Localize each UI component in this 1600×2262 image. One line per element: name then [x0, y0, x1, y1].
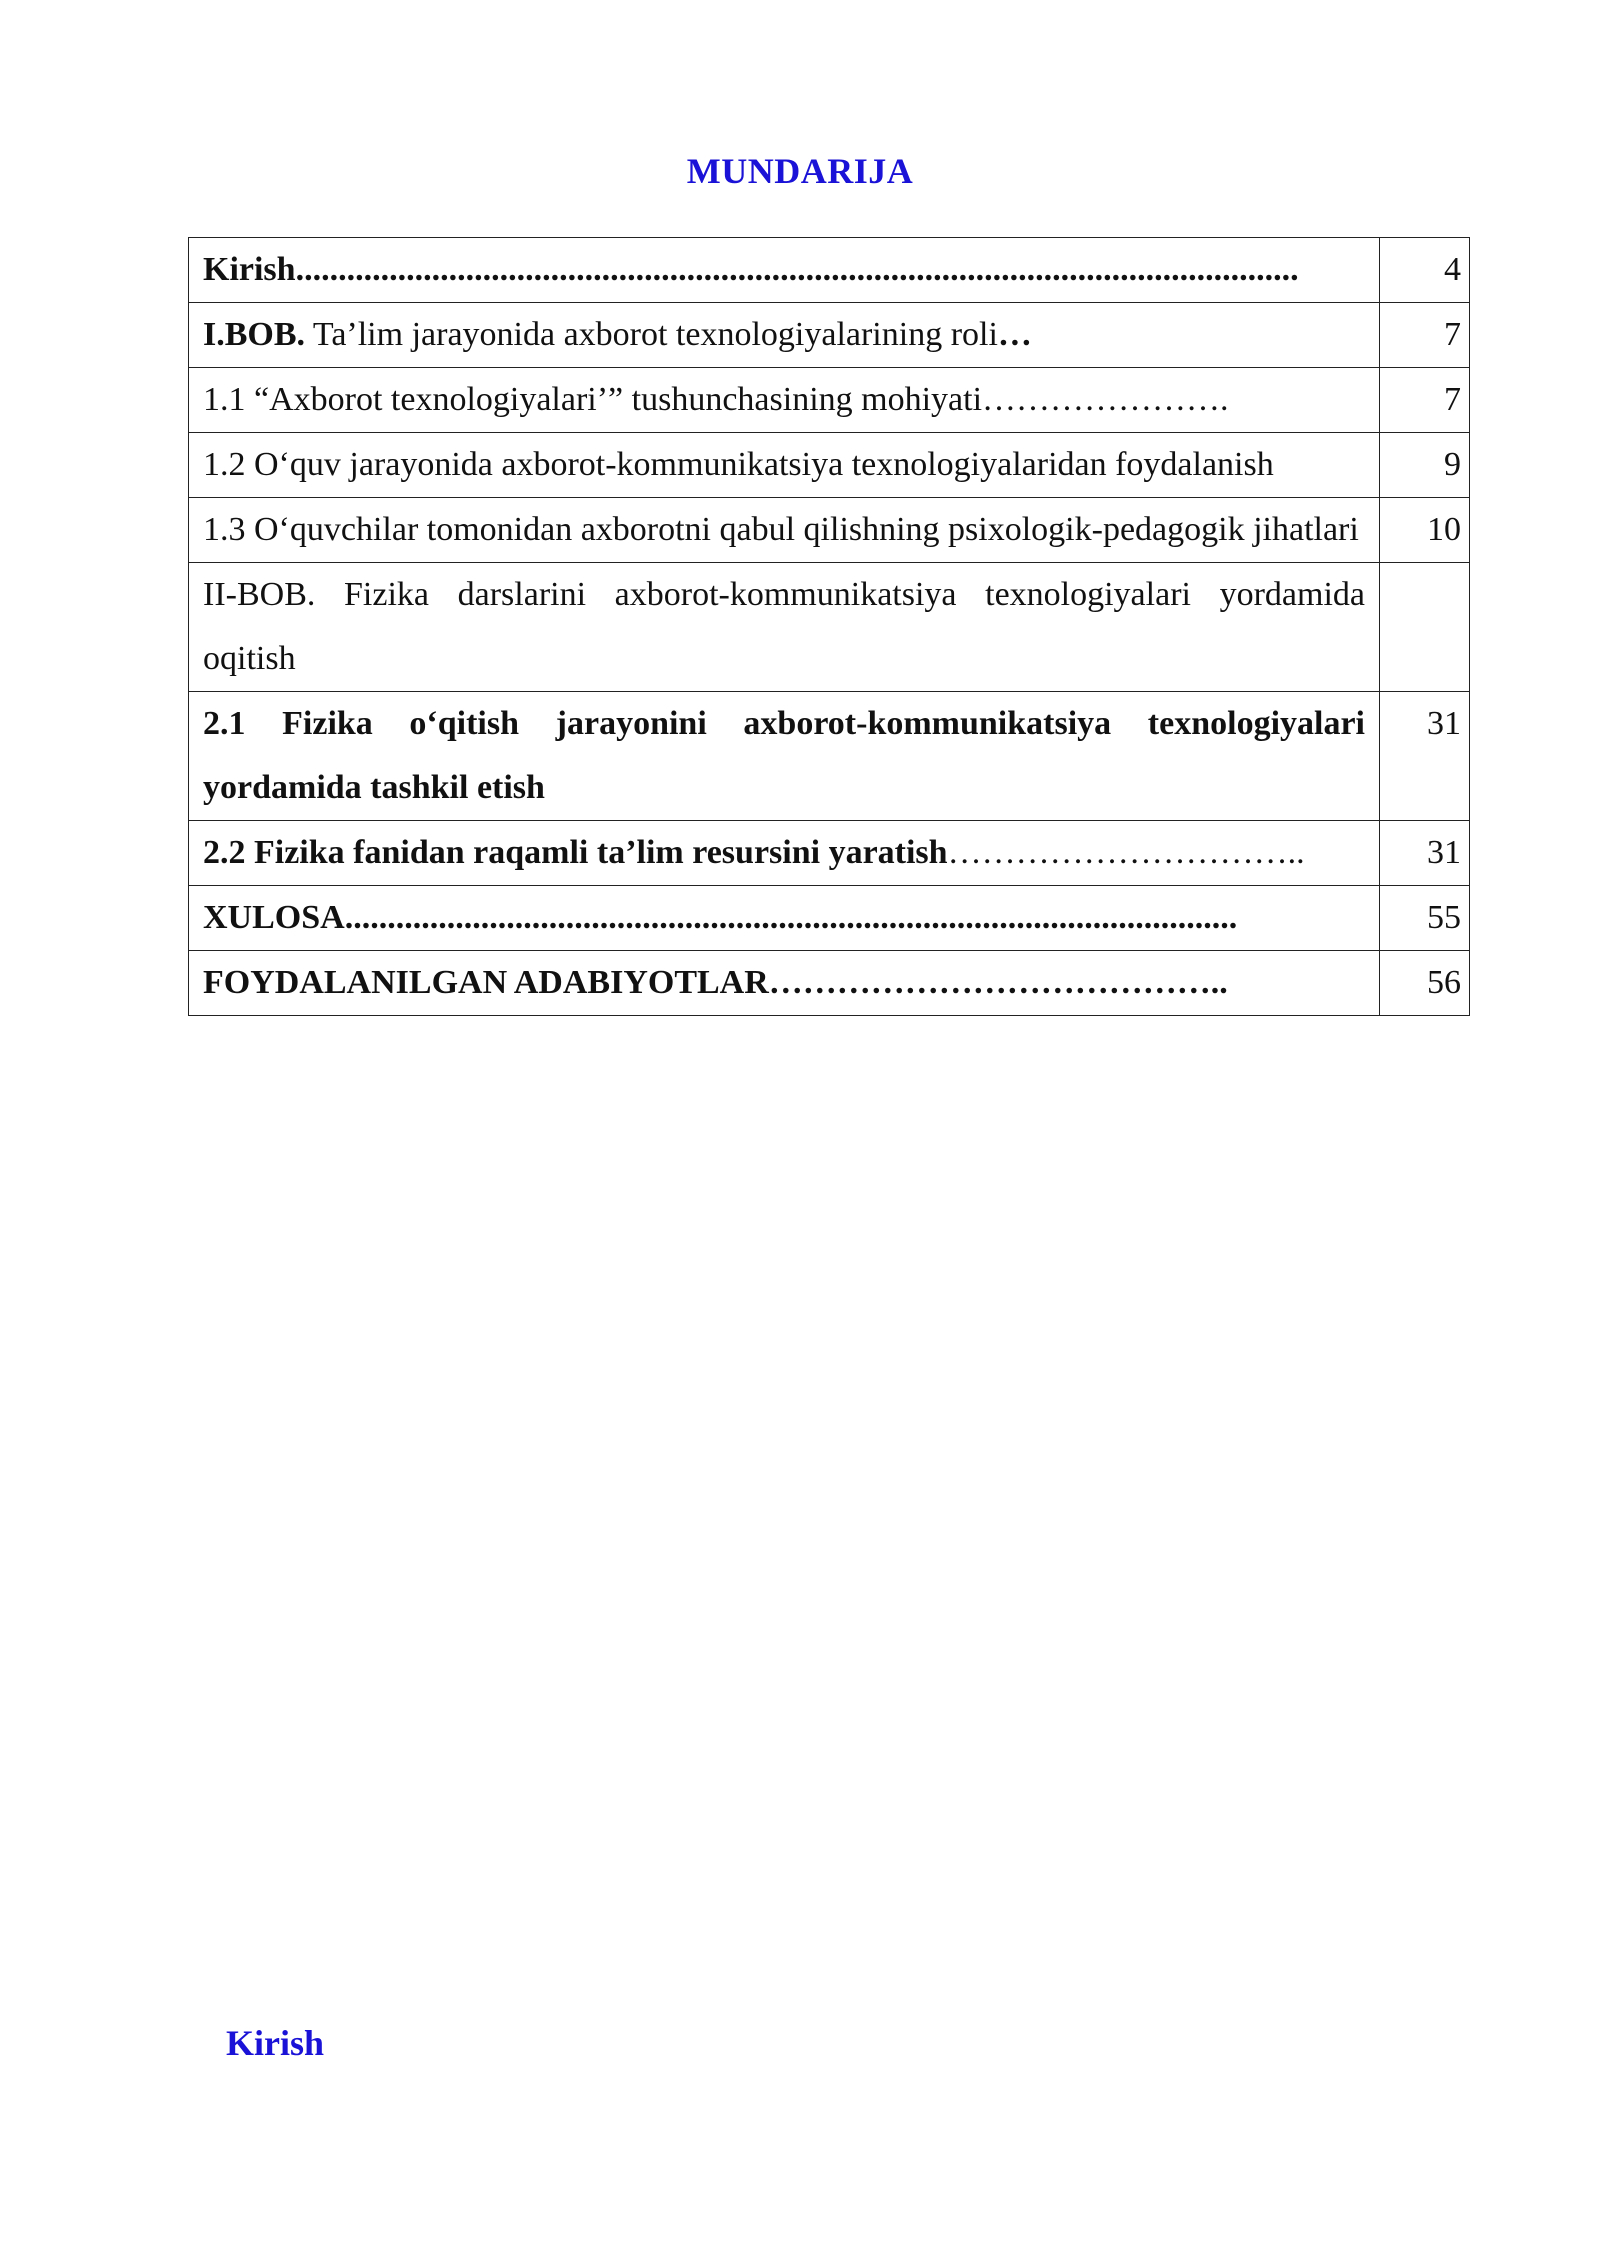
section-heading: Kirish: [226, 2023, 325, 2063]
toc-entry-title: [189, 238, 1380, 303]
toc-entry-page: 31: [1380, 692, 1470, 821]
toc-row: [189, 303, 1470, 368]
toc-entry-leader: …………………………..: [947, 834, 1305, 871]
toc-entry-page: 7: [1380, 303, 1470, 368]
toc-entry-text: 1.1 “Axborot texnologiyalari’” tushunchasining mohiyati………………….: [203, 381, 1229, 418]
toc-entry-page: 55: [1380, 886, 1470, 951]
toc-entry-page: 4: [1380, 238, 1470, 303]
toc-entry-page: [1380, 563, 1470, 692]
toc-entry-page: 10: [1380, 498, 1470, 563]
toc-entry-title: 2.1 Fizika o‘qitish jarayonini axborot-kommunikatsiya texnologiyalari yordamida tashkil etish: [189, 692, 1380, 821]
toc-entry-page: 9: [1380, 433, 1470, 498]
toc-entry-title: [189, 303, 1380, 368]
toc-entry-title: [189, 951, 1380, 1016]
table-of-contents: [188, 237, 1470, 1016]
toc-entry-bold-text: I.BOB.: [203, 316, 306, 353]
toc-entry-bold-text: XULOSA.........................................................................................................: [203, 899, 1238, 936]
toc-entry-title: [189, 368, 1380, 433]
toc-row: [189, 821, 1470, 886]
toc-entry-title: 1.2 O‘quv jarayonida axborot-kommunikatsiya texnologiyalaridan foydalanish: [189, 433, 1380, 498]
toc-row: [189, 238, 1470, 303]
toc-row: [189, 498, 1470, 563]
toc-entry-bold-text: Kirish......................................................................................................................: [203, 251, 1299, 288]
toc-row: [189, 433, 1470, 498]
page-title: MUNDARIJA: [686, 151, 914, 191]
toc-entry-bold-text: FOYDALANILGAN ADABIYOTLAR…………………………………..: [203, 964, 1228, 1001]
toc-entry-leader: …: [997, 316, 1032, 353]
toc-row: [189, 692, 1470, 821]
toc-entry-title: II-BOB. Fizika darslarini axborot-kommunikatsiya texnologiyalari yordamida oqitish: [189, 563, 1380, 692]
toc-entry-bold-text: 2.2 Fizika fanidan raqamli ta’lim resursini yaratish: [203, 834, 948, 871]
toc-row: [189, 563, 1470, 692]
toc-row: [189, 368, 1470, 433]
toc-entry-title: [189, 821, 1380, 886]
toc-row: [189, 886, 1470, 951]
toc-entry-text: Ta’lim jarayonida axborot texnologiyalarining roli: [305, 316, 998, 353]
toc-entry-page: 56: [1380, 951, 1470, 1016]
toc-entry-title: [189, 886, 1380, 951]
toc-entry-title: 1.3 O‘quvchilar tomonidan axborotni qabul qilishning psixologik-pedagogik jihatlari: [189, 498, 1380, 563]
toc-entry-page: 7: [1380, 368, 1470, 433]
toc-entry-page: 31: [1380, 821, 1470, 886]
toc-row: [189, 951, 1470, 1016]
